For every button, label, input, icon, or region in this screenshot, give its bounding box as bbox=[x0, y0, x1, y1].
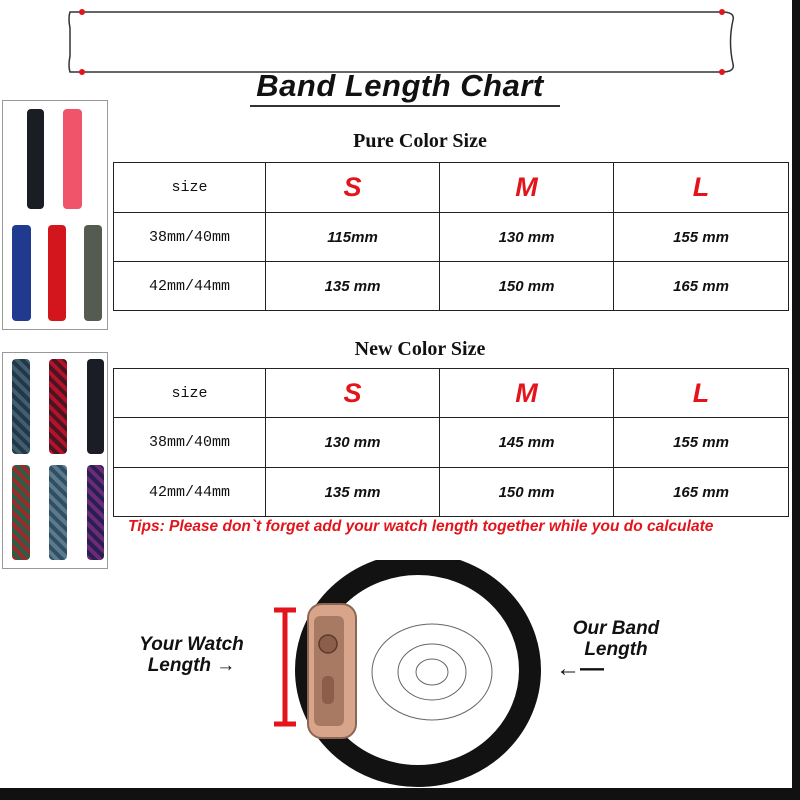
our-band-length-label: Our Band Length ←— bbox=[556, 618, 660, 682]
length-cell: 165 mm bbox=[614, 468, 789, 517]
digital-crown bbox=[319, 635, 337, 653]
size-m-header: M bbox=[440, 369, 614, 418]
length-cell: 150 mm bbox=[440, 468, 614, 517]
length-cell: 145 mm bbox=[440, 418, 614, 468]
watch-size-cell: 42mm/44mm bbox=[114, 262, 266, 311]
side-button bbox=[322, 676, 334, 704]
length-cell: 135 mm bbox=[266, 468, 440, 517]
watch-size-cell: 38mm/40mm bbox=[114, 213, 266, 262]
new-color-size-table bbox=[113, 368, 789, 517]
pink-band-swatch bbox=[63, 109, 82, 209]
table-header-row bbox=[114, 163, 789, 213]
purple-braid-swatch bbox=[87, 465, 104, 560]
new-color-heading: New Color Size bbox=[354, 338, 486, 360]
watch-side bbox=[314, 616, 344, 726]
watch-size-cell: 42mm/44mm bbox=[114, 468, 266, 517]
table-row bbox=[114, 418, 789, 468]
pure-color-heading: Pure Color Size bbox=[353, 130, 487, 152]
gray-band-swatch bbox=[84, 225, 102, 321]
size-header: size bbox=[114, 163, 266, 213]
plaid-braid-swatch bbox=[12, 465, 30, 560]
length-cell: 135 mm bbox=[266, 262, 440, 311]
table-row bbox=[114, 262, 789, 311]
size-s-header: S bbox=[266, 369, 440, 418]
length-cell: 155 mm bbox=[614, 213, 789, 262]
red-band-swatch bbox=[48, 225, 66, 321]
chart-title: Band Length Chart bbox=[256, 68, 544, 103]
size-s-header: S bbox=[266, 163, 440, 213]
table-header-row bbox=[114, 369, 789, 418]
length-cell: 155 mm bbox=[614, 418, 789, 468]
size-m-header: M bbox=[440, 163, 614, 213]
your-watch-length-label: Your Watch Length → bbox=[139, 634, 244, 676]
blue-band-swatch bbox=[12, 225, 31, 321]
navy-braid-swatch bbox=[12, 359, 30, 454]
new-color-swatches bbox=[2, 352, 108, 569]
black-braid-swatch bbox=[87, 359, 104, 454]
size-header: size bbox=[114, 369, 266, 418]
table-row bbox=[114, 213, 789, 262]
length-cell: 130 mm bbox=[440, 213, 614, 262]
length-cell: 115mm bbox=[266, 213, 440, 262]
red-braid-swatch bbox=[49, 359, 67, 454]
pure-color-size-table bbox=[113, 162, 789, 311]
watch-diagram bbox=[260, 560, 560, 790]
black-band-swatch bbox=[27, 109, 44, 209]
watch-size-cell: 38mm/40mm bbox=[114, 418, 266, 468]
length-cell: 165 mm bbox=[614, 262, 789, 311]
length-cell: 130 mm bbox=[266, 418, 440, 468]
title-underline bbox=[250, 105, 560, 107]
size-l-header: L bbox=[614, 369, 789, 418]
table-row bbox=[114, 468, 789, 517]
wrist-size-ring bbox=[372, 624, 492, 720]
size-l-header: L bbox=[614, 163, 789, 213]
tips-text: Tips: Please don`t forget add your watch length together while you do calculate bbox=[128, 518, 714, 535]
length-cell: 150 mm bbox=[440, 262, 614, 311]
teal-braid-swatch bbox=[49, 465, 67, 560]
pure-color-swatches bbox=[2, 100, 108, 330]
